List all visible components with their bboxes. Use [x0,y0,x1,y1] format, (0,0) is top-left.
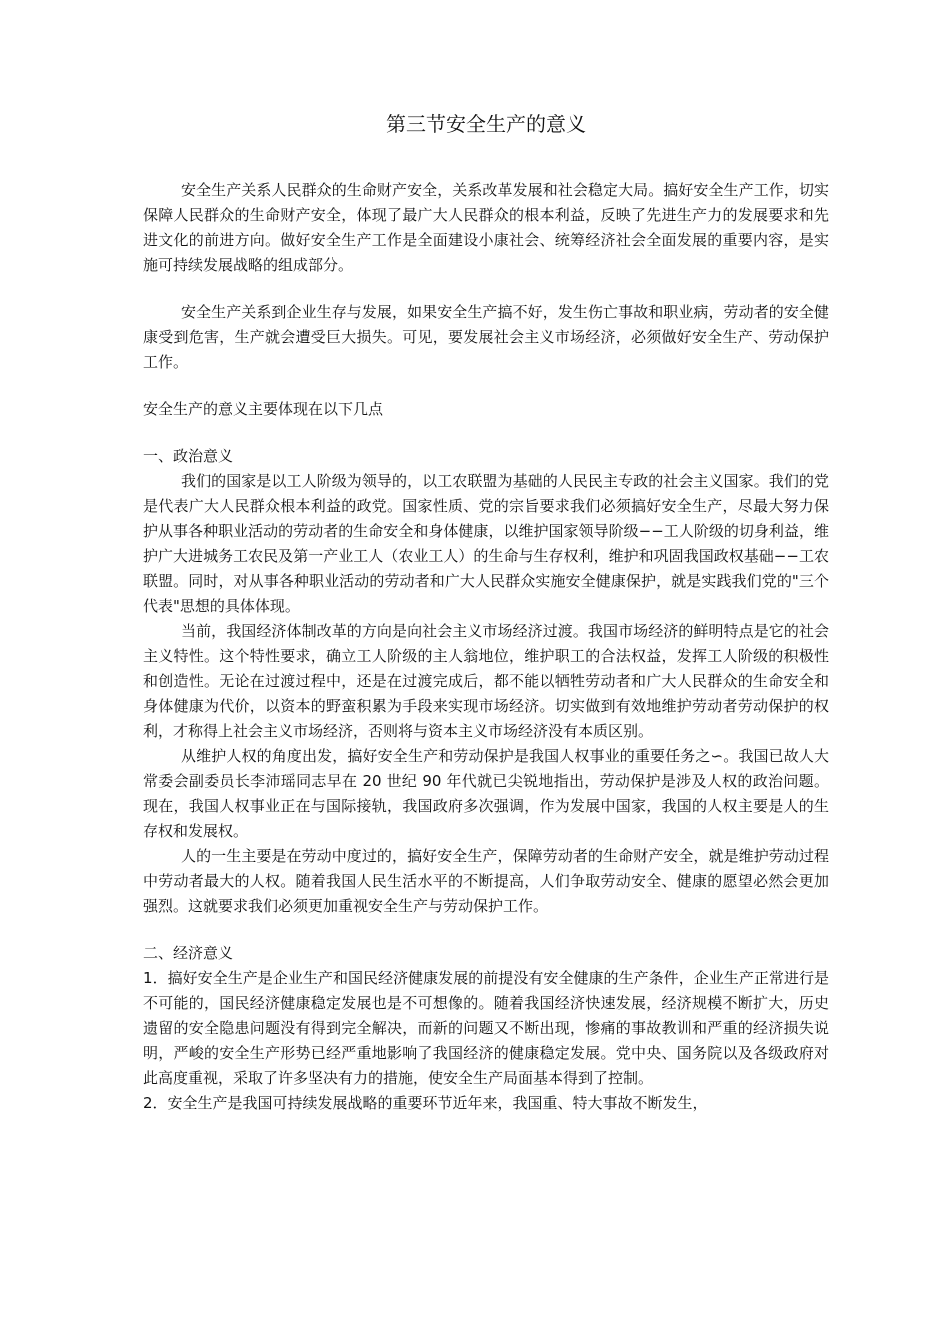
political-paragraph-3: 从维护人权的角度出发，搞好安全生产和劳动保护是我国人权事业的重要任务之∽。我国已故人大常委会副委员长李沛瑶同志早在 20 世纪 90 年代就已尖锐地指出，劳动保护是涉及人权的政治问题。现在，我国人权事业正在与国际接轨，我国政府多次强调，作为发展中国家，我国的人权主要是人的生存权和发展权。 [143,747,829,840]
intro-paragraph-1: 安全生产关系人民群众的生命财产安全，关系改革发展和社会稳定大局。搞好安全生产工作，切实保障人民群众的生命财产安全，体现了最广大人民群众的根本利益，反映了先进生产力的发展要求和先进文化的前进方向。做好安全生产工作是全面建设小康社会、统筹经济社会全面发展的重要内容，是实施可持续发展战略的组成部分。 [143,181,829,274]
document-page [143,110,829,1116]
political-paragraph-4: 人的一生主要是在劳动中度过的，搞好安全生产，保障劳动者的生命财产安全，就是维护劳动过程中劳动者最大的人权。随着我国人民生活水平的不断提高，人们争取劳动安全、健康的愿望必然会更加强烈。这就要求我们必须更加重视安全生产与劳动保护工作。 [143,847,829,915]
section-heading-economic: 二、经济意义 [143,944,234,962]
economic-paragraph-2: 2．安全生产是我国可持续发展战略的重要环节近年来，我国重、特大事故不断发生， [143,1094,708,1112]
document-title: 第三节安全生产的意义 [386,112,586,136]
political-paragraph-1: 我们的国家是以工人阶级为领导的，以工农联盟为基础的人民民主专政的社会主义国家。我们的党是代表广大人民群众根本利益的政党。国家性质、党的宗旨要求我们必须搞好安全生产，尽最大努力保护从事各种职业活动的劳动者的生命安全和身体健康，以维护国家领导阶级−−工人阶级的切身利益，维护广大进城务工农民及第一产业工人（农业工人）的生命与生存权利，维护和巩固我国政权基础−−工农联盟。同时，对从事各种职业活动的劳动者和广大人民群众实施安全健康保护，就是实践我们党的"三个代表"思想的具体体现。 [143,472,829,615]
economic-paragraph-1: 1．搞好安全生产是企业生产和国民经济健康发展的前提没有安全健康的生产条件，企业生产正常进行是不可能的，国民经济健康稳定发展也是不可想像的。随着我国经济快速发展，经济规模不断扩大，历史遗留的安全隐患问题没有得到完全解决，而新的问题又不断出现，惨痛的事故教训和严重的经济损失说明，严峻的安全生产形势已经严重地影响了我国经济的健康稳定发展。党中央、国务院以及各级政府对此高度重视，采取了许多坚决有力的措施，使安全生产局面基本得到了控制。 [143,969,829,1087]
lead-sentence: 安全生产的意义主要体现在以下几点 [143,400,384,418]
political-paragraph-2: 当前，我国经济体制改革的方向是向社会主义市场经济过渡。我国市场经济的鲜明特点是它的社会主义特性。这个特性要求，确立工人阶级的主人翁地位，维护职工的合法权益，发挥工人阶级的积极性和创造性。无论在过渡过程中，还是在过渡完成后，都不能以牺牲劳动者和广大人民群众的生命安全和身体健康为代价，以资本的野蛮积累为手段来实现市场经济。切实做到有效地维护劳动者劳动保护的权利，才称得上社会主义市场经济，否则将与资本主义市场经济没有本质区别。 [143,622,829,740]
section-heading-political: 一、政治意义 [143,447,234,465]
intro-paragraph-2: 安全生产关系到企业生存与发展，如果安全生产搞不好，发生伤亡事故和职业病，劳动者的安全健康受到危害，生产就会遭受巨大损失。可见，要发展社会主义市场经济，必须做好安全生产、劳动保护工作。 [143,303,829,371]
